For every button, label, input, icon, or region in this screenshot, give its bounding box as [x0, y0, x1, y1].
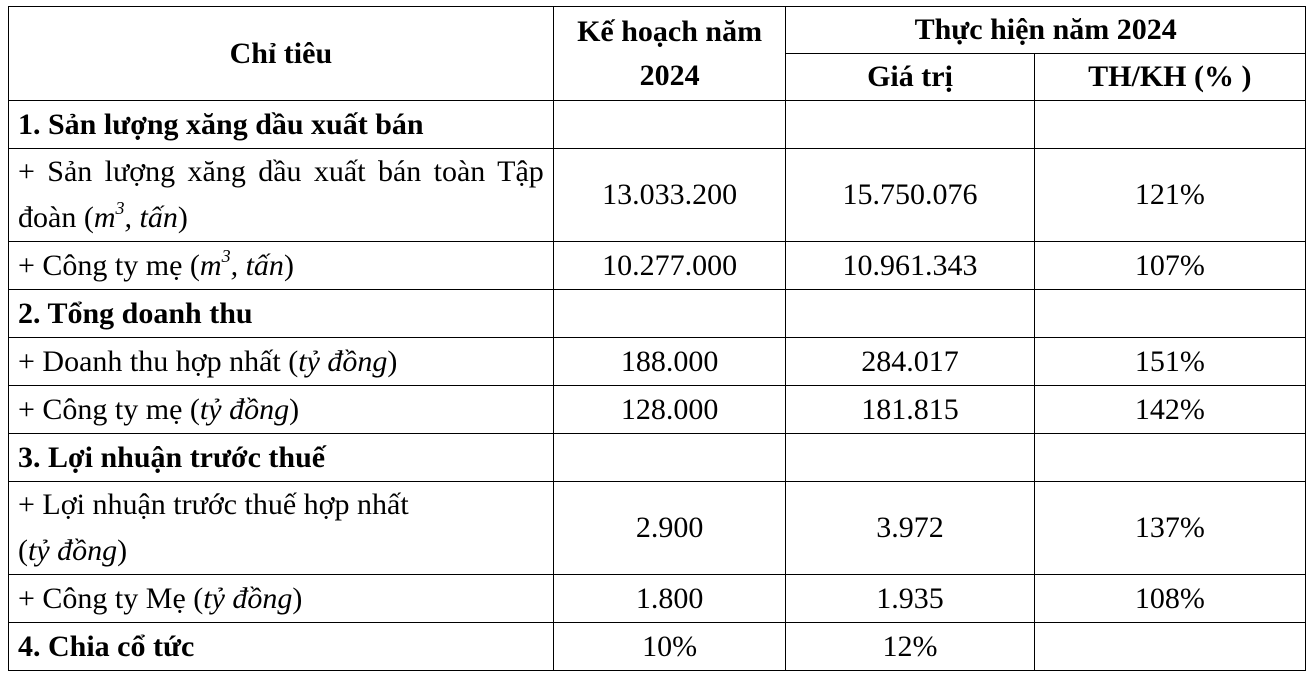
table-row: [9, 149, 1306, 242]
plan-value: 10%: [553, 623, 786, 671]
ratio-value: 108%: [1034, 575, 1305, 623]
plan-value: 2.900: [553, 482, 786, 575]
section-title: 1. Sản lượng xăng dầu xuất bán: [9, 101, 554, 149]
table-row: [9, 482, 1306, 575]
table-row: [9, 575, 1306, 623]
section-row: [9, 101, 1306, 149]
header-row-1: [9, 7, 1306, 54]
plan-value: 10.277.000: [553, 242, 786, 290]
ratio-value: 121%: [1034, 149, 1305, 242]
row-label: + Doanh thu hợp nhất (tỷ đồng): [9, 338, 554, 386]
table-row: [9, 386, 1306, 434]
plan-value: 188.000: [553, 338, 786, 386]
section-title: 3. Lợi nhuận trước thuế: [9, 434, 554, 482]
actual-value: 1.935: [786, 575, 1034, 623]
actual-value: 284.017: [786, 338, 1034, 386]
actual-value: 181.815: [786, 386, 1034, 434]
ratio-value: 107%: [1034, 242, 1305, 290]
actual-value: 3.972: [786, 482, 1034, 575]
actual-value: 12%: [786, 623, 1034, 671]
header-gia-tri: Giá trị: [786, 54, 1034, 101]
section-row: [9, 290, 1306, 338]
row-label: + Công ty Mẹ (tỷ đồng): [9, 575, 554, 623]
section-row: [9, 623, 1306, 671]
ratio-value: [1034, 623, 1305, 671]
table-row: [9, 338, 1306, 386]
row-label: + Sản lượng xăng dầu xuất bán toàn Tập đoàn ($m^3$, tấn): [9, 149, 554, 242]
actual-value: 15.750.076: [786, 149, 1034, 242]
plan-vs-actual-table: [8, 6, 1306, 671]
section-title: 4. Chia cổ tức: [9, 623, 554, 671]
ratio-value: 142%: [1034, 386, 1305, 434]
header-chi-tieu: Chỉ tiêu: [9, 7, 554, 101]
actual-value: 10.961.343: [786, 242, 1034, 290]
ratio-value: 151%: [1034, 338, 1305, 386]
row-label: + Công ty mẹ (tỷ đồng): [9, 386, 554, 434]
header-thuc-hien: Thực hiện năm 2024: [786, 7, 1306, 54]
row-label: + Công ty mẹ ($m^3$, tấn): [9, 242, 554, 290]
table-row: [9, 242, 1306, 290]
header-ke-hoach: Kế hoạch năm 2024: [553, 7, 786, 101]
header-th-kh: TH/KH (% ): [1034, 54, 1305, 101]
plan-value: 1.800: [553, 575, 786, 623]
plan-value: 13.033.200: [553, 149, 786, 242]
plan-value: 128.000: [553, 386, 786, 434]
section-row: [9, 434, 1306, 482]
section-title: 2. Tổng doanh thu: [9, 290, 554, 338]
row-label: + Lợi nhuận trước thuế hợp nhất (tỷ đồng): [9, 482, 554, 575]
ratio-value: 137%: [1034, 482, 1305, 575]
